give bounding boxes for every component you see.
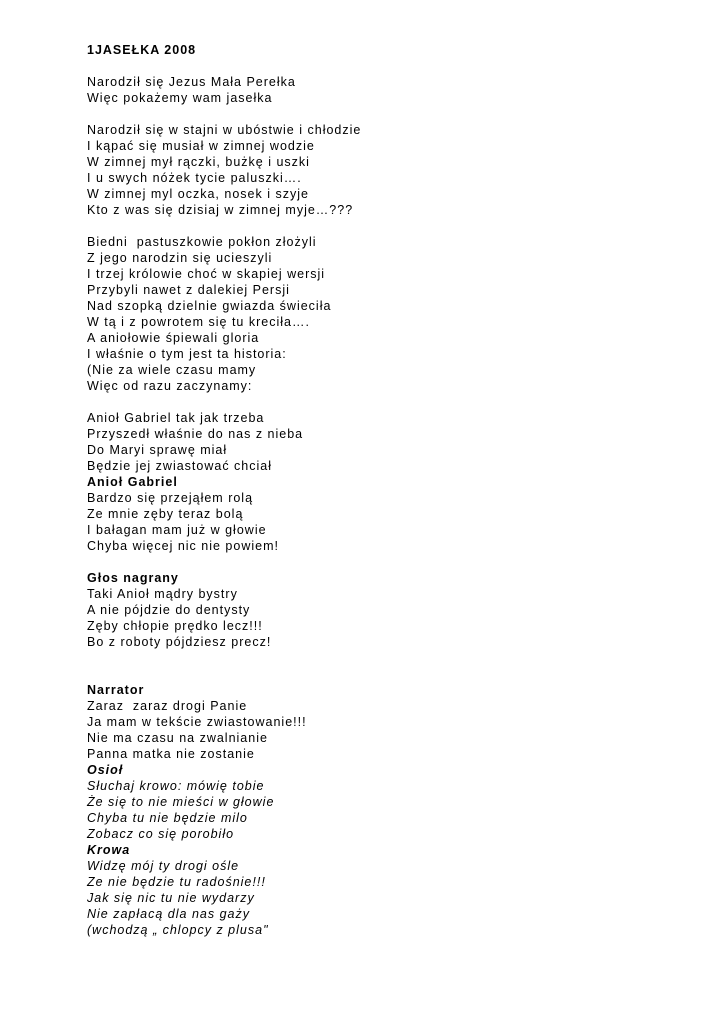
verse-line: Słuchaj krowo: mówię tobie xyxy=(87,779,265,793)
verse-line: Bo z roboty pójdziesz precz! xyxy=(87,635,272,649)
document-title: 1JASEŁKA 2008 xyxy=(87,43,197,57)
stanza-3 xyxy=(87,410,687,554)
verse-line: I u swych nóżek tycie paluszki…. xyxy=(87,171,302,185)
speaker-label: Narrator xyxy=(87,683,145,697)
verse-line: Taki Anioł mądry bystry xyxy=(87,587,238,601)
speaker-label: Głos nagrany xyxy=(87,571,179,585)
verse-line: Zęby chłopie prędko lecz!!! xyxy=(87,619,263,633)
stanza-2 xyxy=(87,234,687,394)
verse-line: Jak się nic tu nie wydarzy xyxy=(87,891,255,905)
speaker-label: Krowa xyxy=(87,843,131,857)
verse-line: I kąpać się musiał w zimnej wodzie xyxy=(87,139,315,153)
verse-line: Że się to nie mieści w głowie xyxy=(87,795,275,809)
verse-line: A nie pójdzie do dentysty xyxy=(87,603,251,617)
verse-line: I bałagan mam już w głowie xyxy=(87,523,267,537)
verse-line: W zimnej myl oczka, nosek i szyje xyxy=(87,187,309,201)
verse-line: Więc od razu zaczynamy: xyxy=(87,379,253,393)
verse-line: A aniołowie śpiewali gloria xyxy=(87,331,260,345)
verse-line: Narodził się Jezus Mała Perełka xyxy=(87,75,296,89)
verse-line: Anioł Gabriel tak jak trzeba xyxy=(87,411,265,425)
verse-line: Nie ma czasu na zwalnianie xyxy=(87,731,268,745)
verse-line: Narodził się w stajni w ubóstwie i chłodzie xyxy=(87,123,362,137)
speaker-label: Osioł xyxy=(87,763,124,777)
stanza-1 xyxy=(87,122,687,218)
verse-line: Kto z was się dzisiaj w zimnej myje…??? xyxy=(87,203,354,217)
verse-line: Więc pokażemy wam jasełka xyxy=(87,91,273,105)
verse-line: Z jego narodzin się ucieszyli xyxy=(87,251,273,265)
verse-line: (Nie za wiele czasu mamy xyxy=(87,363,257,377)
verse-line: Ze mnie zęby teraz bolą xyxy=(87,507,244,521)
verse-line: Widzę mój ty drogi ośle xyxy=(87,859,240,873)
verse-line: W tą i z powrotem się tu kreciła…. xyxy=(87,315,310,329)
intro-stanza xyxy=(87,74,687,106)
verse-line: I trzej królowie choć w skapiej wersji xyxy=(87,267,326,281)
verse-line: Ze nie będzie tu radośnie!!! xyxy=(87,875,266,889)
verse-line: Przyszedł właśnie do nas z nieba xyxy=(87,427,304,441)
verse-line: Chyba tu nie będzie milo xyxy=(87,811,248,825)
verse-line: Zaraz zaraz drogi Panie xyxy=(87,699,248,713)
verse-line: Zobacz co się porobiło xyxy=(87,827,235,841)
verse-line: Bardzo się przejąłem rolą xyxy=(87,491,254,505)
verse-line: Biedni pastuszkowie pokłon złożyli xyxy=(87,235,317,249)
verse-line: Będzie jej zwiastować chciał xyxy=(87,459,273,473)
verse-line: Panna matka nie zostanie xyxy=(87,747,255,761)
verse-line: Nad szopką dzielnie gwiazda świeciła xyxy=(87,299,332,313)
document-page xyxy=(87,42,687,938)
verse-line: Ja mam w tekście zwiastowanie!!! xyxy=(87,715,307,729)
stage-direction: (wchodzą „ chlopcy z plusa" xyxy=(87,923,269,937)
voice-section xyxy=(87,570,687,650)
verse-line: Nie zapłacą dla nas gaży xyxy=(87,907,250,921)
verse-line: I właśnie o tym jest ta historia: xyxy=(87,347,287,361)
verse-line: W zimnej mył rączki, bużkę i uszki xyxy=(87,155,310,169)
narrator-section xyxy=(87,682,687,938)
verse-line: Chyba więcej nic nie powiem! xyxy=(87,539,279,553)
speaker-label: Anioł Gabriel xyxy=(87,475,178,489)
verse-line: Do Maryi sprawę miał xyxy=(87,443,228,457)
verse-line: Przybyli nawet z dalekiej Persji xyxy=(87,283,290,297)
